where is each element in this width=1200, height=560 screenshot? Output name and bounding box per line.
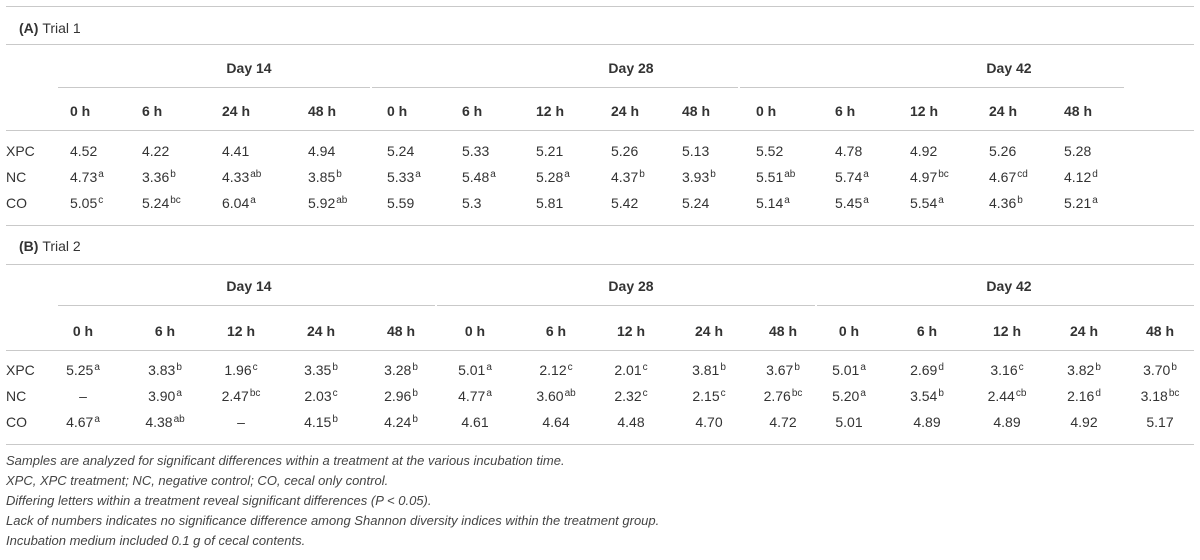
trial-2-title: Trial 2 (42, 238, 81, 254)
table-cell (682, 169, 716, 185)
cell-value: 2.12 (539, 362, 567, 378)
cell-value: 4.67 (989, 169, 1017, 185)
cell-value: 3.54 (910, 388, 938, 404)
time-column-header: 12 h (616, 323, 646, 339)
table-cell (832, 388, 866, 404)
time-column-header: 24 h (694, 323, 724, 339)
cell-value: 5.26 (611, 143, 639, 159)
table-cell (536, 169, 570, 185)
significance-letter: b (412, 362, 418, 373)
cell-value: 5.51 (756, 169, 784, 185)
significance-letter: a (860, 362, 866, 373)
table-cell (910, 362, 944, 378)
cell-value: 3.93 (682, 169, 710, 185)
table-cell (989, 169, 1028, 185)
significance-letter: a (490, 169, 496, 180)
table-cell (308, 143, 335, 159)
footnote: Differing letters within a treatment reveal significant differences (P < 0.05). (6, 493, 432, 508)
time-column-header: 24 h (1069, 323, 1099, 339)
table-cell (1064, 195, 1098, 211)
significance-letter: b (176, 362, 182, 373)
significance-letter: b (412, 388, 418, 399)
significance-letter: b (332, 414, 338, 425)
cell-value: 2.69 (910, 362, 938, 378)
table-cell (304, 388, 337, 404)
time-column-header: 24 h (611, 103, 640, 119)
cell-value: 5.20 (832, 388, 860, 404)
table-cell (66, 414, 100, 430)
cell-value: 4.12 (1064, 169, 1092, 185)
table-cell (145, 414, 184, 430)
significance-letter: b (720, 362, 726, 373)
row-label: CO (6, 195, 27, 211)
table-cell (224, 362, 257, 378)
time-column-header: 48 h (768, 323, 798, 339)
row-label: NC (6, 388, 27, 404)
table-cell (766, 362, 800, 378)
table-cell (835, 169, 869, 185)
significance-letter: bc (170, 195, 181, 206)
cell-value: 5.14 (756, 195, 784, 211)
significance-letter: b (170, 169, 176, 180)
day-group-rule (58, 87, 370, 88)
day-header: Day 28 (608, 60, 654, 76)
significance-letter: b (938, 388, 944, 399)
table-cell (835, 414, 862, 430)
table-cell (988, 388, 1027, 404)
time-column-header: 24 h (306, 323, 336, 339)
cell-value: 4.37 (611, 169, 639, 185)
time-column-header: 0 h (838, 323, 860, 339)
trial-1-title-rule (6, 44, 1194, 45)
cell-value: 3.67 (766, 362, 794, 378)
trial-2-title-rule (6, 264, 1194, 265)
table-cell (990, 362, 1023, 378)
trial-1-label: (A) (19, 20, 39, 36)
table-cell (682, 195, 709, 211)
table-cell (1064, 143, 1091, 159)
table-cell (222, 143, 249, 159)
cell-value: 4.67 (66, 414, 94, 430)
row-label: CO (6, 414, 27, 430)
table-cell (835, 195, 869, 211)
time-column-header: 0 h (72, 323, 94, 339)
cell-value: 4.22 (142, 143, 170, 159)
table-cell (756, 169, 795, 185)
significance-letter: b (794, 362, 800, 373)
cell-value: 4.78 (835, 143, 863, 159)
table-cell (308, 169, 342, 185)
cell-value: 3.36 (142, 169, 170, 185)
table-cell (539, 362, 572, 378)
table-cell (384, 362, 418, 378)
cell-value: 3.16 (990, 362, 1018, 378)
cell-value: 5.33 (462, 143, 490, 159)
significance-letter: a (784, 195, 790, 206)
footnote: Lack of numbers indicates no significance difference among Shannon diversity indices within the treatment group. (6, 513, 660, 528)
table-cell (989, 143, 1016, 159)
significance-letter: a (863, 195, 869, 206)
time-column-header: 48 h (1145, 323, 1175, 339)
significance-letter: a (938, 195, 944, 206)
significance-letter: a (98, 169, 104, 180)
table-cell (384, 414, 418, 430)
significance-letter: bc (791, 388, 803, 399)
table-cell (756, 143, 783, 159)
significance-letter: b (336, 169, 342, 180)
trial-2-label: (B) (19, 238, 39, 254)
cell-value: 2.47 (221, 388, 249, 404)
cell-value: 4.89 (913, 414, 941, 430)
cell-value: 4.41 (222, 143, 250, 159)
cell-value: 1.96 (224, 362, 252, 378)
time-column-header: 0 h (387, 103, 408, 119)
table-cell (79, 388, 87, 404)
table-cell (756, 195, 790, 211)
trial-separator-rule (6, 225, 1194, 226)
footnote: Incubation medium included 0.1 g of cecal contents. (6, 533, 306, 548)
footnote: Samples are analyzed for significant differences within a treatment at the various incubation time. (6, 453, 565, 468)
row-label: XPC (6, 362, 35, 378)
table-cell (692, 362, 726, 378)
significance-letter: c (1018, 362, 1024, 373)
time-column-header: 24 h (222, 103, 251, 119)
cell-value: 5.28 (1064, 143, 1092, 159)
cell-value: 5.54 (910, 195, 938, 211)
cell-value: 4.97 (910, 169, 938, 185)
time-column-header: 6 h (142, 103, 163, 119)
table-cell (458, 388, 492, 404)
table-cell (237, 414, 245, 430)
cell-value: 5.05 (70, 195, 98, 211)
time-column-header: 48 h (386, 323, 416, 339)
cell-value: 3.81 (692, 362, 720, 378)
table-cell (614, 388, 647, 404)
significance-letter: c (720, 388, 726, 399)
cell-value: 5.25 (66, 362, 94, 378)
time-column-header: 0 h (464, 323, 486, 339)
significance-letter: c (252, 362, 258, 373)
significance-letter: d (1092, 169, 1098, 180)
significance-letter: a (486, 388, 492, 399)
table-cell (536, 388, 575, 404)
header-rule (6, 130, 1194, 131)
time-column-header: 12 h (910, 103, 939, 119)
cell-value: 5.24 (682, 195, 710, 211)
table-cell (148, 388, 182, 404)
cell-value: 5.13 (682, 143, 710, 159)
table-cell (1070, 414, 1097, 430)
cell-value: 5.48 (462, 169, 490, 185)
table-cell (387, 169, 421, 185)
footnote: XPC, XPC treatment; NC, negative control; CO, cecal only control. (6, 473, 389, 488)
significance-letter: ab (173, 414, 185, 425)
table-cell (764, 388, 803, 404)
table-cell (1143, 362, 1177, 378)
table-cell (769, 414, 796, 430)
table-cell (910, 169, 949, 185)
cell-value: 6.04 (222, 195, 250, 211)
cell-value: 5.17 (1146, 414, 1174, 430)
cell-value: 3.35 (304, 362, 332, 378)
cell-value: 4.73 (70, 169, 98, 185)
table-cell (66, 362, 100, 378)
time-column-header: 0 h (756, 103, 777, 119)
time-column-header: 48 h (1064, 103, 1093, 119)
cell-value: 3.85 (308, 169, 336, 185)
significance-letter: a (176, 388, 182, 399)
day-group-rule (740, 87, 1124, 88)
table-cell (695, 414, 722, 430)
day-group-rule (817, 305, 1194, 306)
significance-letter: b (412, 414, 418, 425)
table-cell (308, 195, 347, 211)
cell-value: 5.52 (756, 143, 784, 159)
table-cell (222, 195, 256, 211)
table-cell (142, 195, 181, 211)
significance-letter: a (415, 169, 421, 180)
cell-value: 5.26 (989, 143, 1017, 159)
cell-value: 2.15 (692, 388, 720, 404)
table-cell (70, 169, 104, 185)
table-cell (387, 195, 414, 211)
day-group-rule (58, 305, 435, 306)
table-cell (1146, 414, 1173, 430)
cell-value: 5.01 (458, 362, 486, 378)
significance-letter: cb (1015, 388, 1027, 399)
significance-letter: a (564, 169, 570, 180)
cell-value: 5.33 (387, 169, 415, 185)
cell-value: 4.64 (542, 414, 570, 430)
time-column-header: 0 h (70, 103, 91, 119)
day-header: Day 28 (608, 278, 654, 294)
day-header: Day 14 (226, 278, 272, 294)
trial-1-title: Trial 1 (42, 20, 81, 36)
cell-value: 5.24 (387, 143, 415, 159)
cell-value: 3.28 (384, 362, 412, 378)
significance-letter: a (250, 195, 256, 206)
cell-value: – (79, 388, 87, 404)
table-cell (222, 388, 261, 404)
cell-value: 4.36 (989, 195, 1017, 211)
table-cell (1064, 169, 1098, 185)
cell-value: 3.90 (148, 388, 176, 404)
cell-value: 2.16 (1067, 388, 1095, 404)
significance-letter: ab (336, 195, 348, 206)
table-cell (913, 414, 940, 430)
time-column-header: 6 h (545, 323, 567, 339)
cell-value: 2.32 (614, 388, 642, 404)
time-column-header: 12 h (536, 103, 565, 119)
significance-letter: ab (250, 169, 262, 180)
significance-letter: ab (784, 169, 796, 180)
cell-value: 3.60 (536, 388, 564, 404)
cell-value: 4.92 (910, 143, 938, 159)
significance-letter: d (938, 362, 944, 373)
significance-letter: d (1095, 388, 1101, 399)
significance-letter: b (1017, 195, 1023, 206)
table-cell (458, 362, 492, 378)
cell-value: 4.92 (1070, 414, 1098, 430)
cell-value: 2.76 (763, 388, 791, 404)
significance-letter: ab (564, 388, 576, 399)
cell-value: 5.42 (611, 195, 639, 211)
time-column-header: 24 h (989, 103, 1018, 119)
significance-letter: a (1092, 195, 1098, 206)
table-cell (1067, 388, 1101, 404)
significance-letter: b (639, 169, 645, 180)
cell-value: 4.38 (145, 414, 173, 430)
significance-letter: bc (938, 169, 949, 180)
significance-letter: a (94, 414, 100, 425)
table-cell (910, 195, 944, 211)
cell-value: 5.45 (835, 195, 863, 211)
table-cell (835, 143, 862, 159)
cell-value: 2.01 (614, 362, 642, 378)
cell-value: 4.61 (461, 414, 489, 430)
cell-value: 4.70 (695, 414, 723, 430)
table-cell (142, 169, 176, 185)
row-label: NC (6, 169, 27, 185)
day-header: Day 14 (226, 60, 272, 76)
significance-letter: a (94, 362, 100, 373)
cell-value: 5.74 (835, 169, 863, 185)
significance-letter: cd (1017, 169, 1028, 180)
table-cell (387, 143, 414, 159)
cell-value: 5.59 (387, 195, 415, 211)
table-cell (70, 143, 97, 159)
cell-value: 5.01 (832, 362, 860, 378)
table-cell (910, 143, 937, 159)
significance-letter: c (98, 195, 104, 206)
table-cell (142, 143, 169, 159)
cell-value: 2.44 (987, 388, 1015, 404)
cell-value: 3.83 (148, 362, 176, 378)
table-cell (832, 362, 866, 378)
cell-value: 3.70 (1143, 362, 1171, 378)
cell-value: 5.01 (835, 414, 863, 430)
table-cell (682, 143, 709, 159)
bottom-rule (6, 444, 1194, 445)
table-cell (70, 195, 103, 211)
table-cell (304, 414, 338, 430)
cell-value: 5.24 (142, 195, 170, 211)
cell-value: 4.48 (617, 414, 645, 430)
cell-value: 5.28 (536, 169, 564, 185)
time-column-header: 48 h (308, 103, 337, 119)
time-column-header: 6 h (835, 103, 856, 119)
significance-letter: c (642, 388, 648, 399)
table-cell (148, 362, 182, 378)
time-column-header: 12 h (226, 323, 256, 339)
day-group-rule (372, 87, 738, 88)
table-cell (611, 169, 645, 185)
significance-letter: c (567, 362, 573, 373)
table-cell (611, 195, 638, 211)
cell-value: 4.24 (384, 414, 412, 430)
cell-value: 4.77 (458, 388, 486, 404)
table-cell (614, 362, 647, 378)
time-column-header: 6 h (916, 323, 938, 339)
table-cell (993, 414, 1020, 430)
cell-value: 4.52 (70, 143, 98, 159)
table-cell (536, 143, 563, 159)
significance-letter: b (332, 362, 338, 373)
significance-letter: bc (1168, 388, 1180, 399)
trial-2-heading (19, 238, 81, 254)
table-cell (611, 143, 638, 159)
significance-letter: c (642, 362, 648, 373)
cell-value: 5.92 (308, 195, 336, 211)
time-column-header: 12 h (992, 323, 1022, 339)
row-label: XPC (6, 143, 35, 159)
day-group-rule (437, 305, 815, 306)
header-rule (6, 350, 1194, 351)
cell-value: – (237, 414, 245, 430)
table-cell (910, 388, 944, 404)
time-column-header: 6 h (154, 323, 176, 339)
cell-value: 4.94 (308, 143, 336, 159)
cell-value: 2.96 (384, 388, 412, 404)
table-cell (461, 414, 488, 430)
table-cell (222, 169, 261, 185)
significance-letter: bc (249, 388, 261, 399)
cell-value: 3.18 (1140, 388, 1168, 404)
table-cell (462, 195, 481, 211)
table-cell (536, 195, 563, 211)
cell-value: 5.3 (462, 195, 482, 211)
time-column-header: 48 h (682, 103, 711, 119)
table-cell (304, 362, 338, 378)
table-cell (1141, 388, 1180, 404)
cell-value: 4.33 (222, 169, 250, 185)
significance-letter: b (1171, 362, 1177, 373)
time-column-header: 6 h (462, 103, 483, 119)
table-cell (462, 169, 496, 185)
cell-value: 5.81 (536, 195, 564, 211)
day-header: Day 42 (986, 60, 1032, 76)
trial-1-heading (19, 20, 81, 36)
significance-letter: c (332, 388, 338, 399)
table-cell (989, 195, 1023, 211)
cell-value: 5.21 (1064, 195, 1092, 211)
table-cell (692, 388, 725, 404)
cell-value: 5.21 (536, 143, 564, 159)
significance-letter: b (1095, 362, 1101, 373)
cell-value: 4.89 (993, 414, 1021, 430)
significance-letter: a (860, 388, 866, 399)
top-rule (6, 6, 1194, 7)
table-cell (542, 414, 569, 430)
table-cell (1067, 362, 1101, 378)
table-cell (462, 143, 489, 159)
cell-value: 4.15 (304, 414, 332, 430)
day-header: Day 42 (986, 278, 1032, 294)
cell-value: 2.03 (304, 388, 332, 404)
table-cell (617, 414, 644, 430)
table-cell (384, 388, 418, 404)
significance-letter: a (863, 169, 869, 180)
cell-value: 3.82 (1067, 362, 1095, 378)
significance-letter: a (486, 362, 492, 373)
significance-letter: b (710, 169, 716, 180)
cell-value: 4.72 (769, 414, 797, 430)
